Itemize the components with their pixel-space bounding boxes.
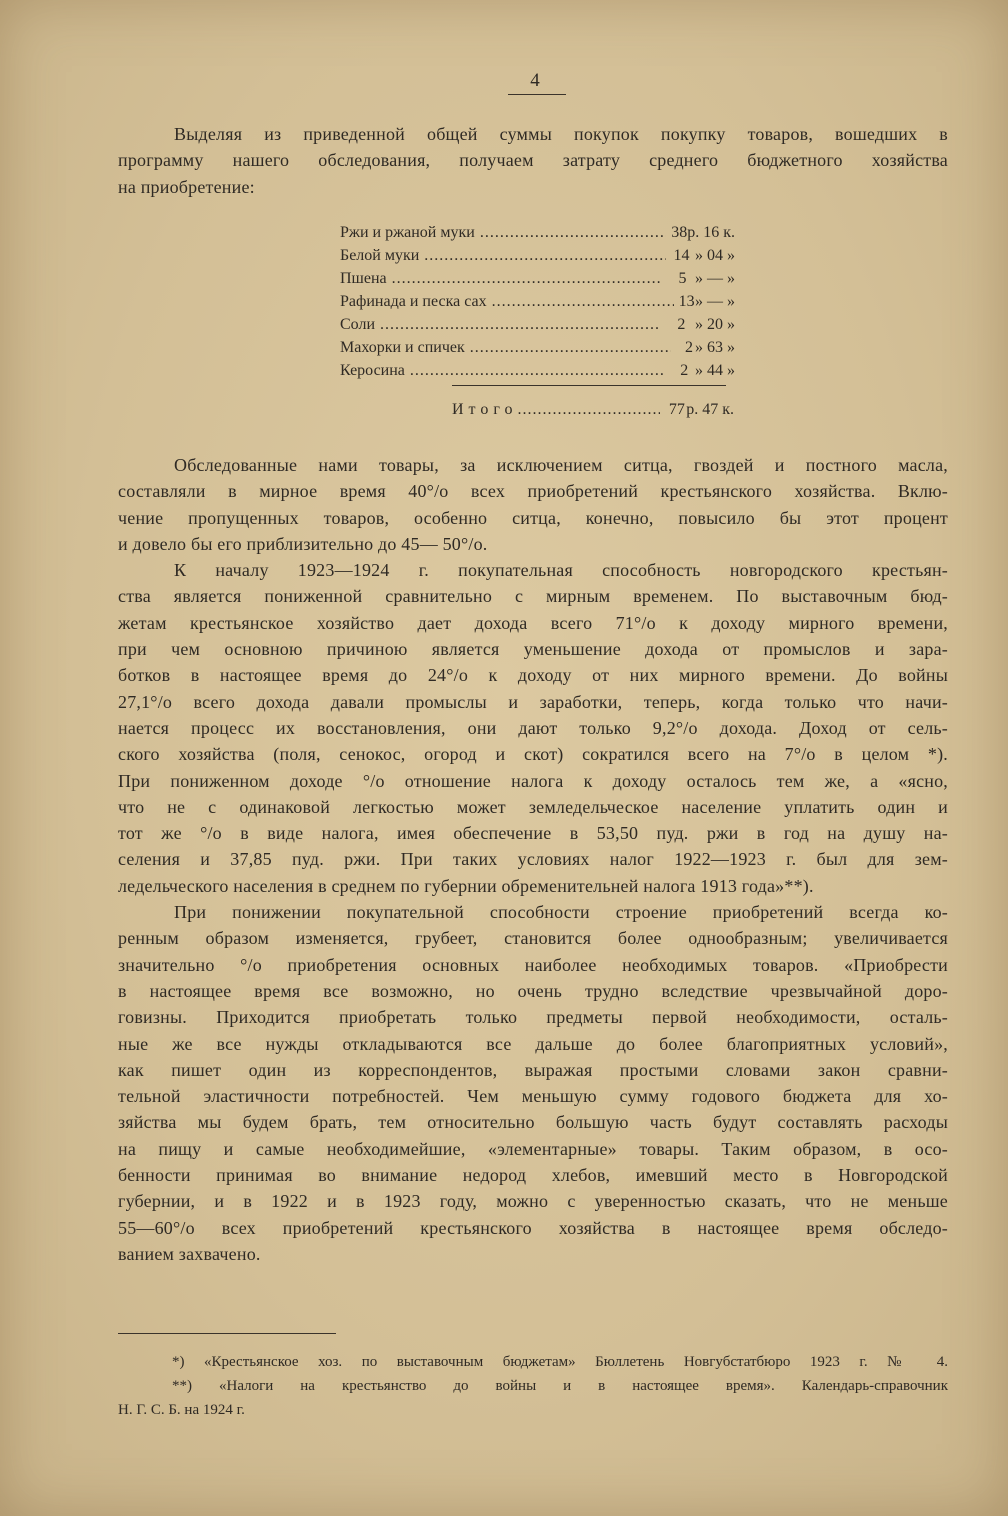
goods-total-row <box>452 398 734 421</box>
text-line: в настоящее время все возможно, но очень трудно вследствие чрезвычайной доро- <box>118 980 948 1001</box>
text-line: значительно °/о приобретения основных наиболее необходимых товаров. «Приобрести <box>118 954 948 975</box>
text-line: программу нашего обследования, получаем затрату среднего бюджетного хозяйства <box>118 150 948 171</box>
footnote-rule <box>118 1333 336 1334</box>
intro-paragraph <box>118 121 948 200</box>
text-line: при чем основною причиною является уменьшение дохода от промыслов и зара- <box>118 639 948 660</box>
goods-row <box>340 336 735 359</box>
text-line: на пищу и самые необходимейшие, «элементарные» товары. Таким образом, в осо- <box>118 1138 948 1159</box>
goods-name: Керосина ..... <box>340 359 665 382</box>
goods-rubles: 2 <box>685 339 694 356</box>
text-line: 27,1°/о всего дохода давали промыслы и заработки, теперь, когда только что начи- <box>118 691 948 712</box>
text-line: ства является пониженной сравнительно с мирным временем. По выставочным бюд- <box>118 586 948 607</box>
goods-rubles: 38 <box>671 224 688 241</box>
text-line: жетам крестьянское хозяйство дает дохода всего 71°/о к доходу мирного времени, <box>118 612 948 633</box>
goods-name: Пшена ..... <box>340 267 662 290</box>
goods-row <box>340 267 735 290</box>
text-line: составляли в мирное время 40°/о всех приобретений крестьянского хозяйства. Вклю- <box>118 481 948 502</box>
goods-rubles: 13 <box>678 293 695 310</box>
text-line: ского хозяйства (поля, сенокос, огород и скот) сократился всего на 7°/о в целом *). <box>118 744 948 765</box>
goods-name: Ржи и ржаной муки ..... <box>340 221 666 244</box>
body-text <box>118 452 948 1267</box>
goods-rubles: 14 <box>673 247 690 264</box>
total-rubles: 77 <box>668 401 685 418</box>
goods-total-rule <box>452 385 726 386</box>
goods-name: Рафинада и песка сах ..... <box>340 290 674 313</box>
footnote-line: Н. Г. С. Б. на 1924 г. <box>118 1402 245 1418</box>
footnote-line: **) «Налоги на крестьянство до войны и в настоящее время». Календарь-справочник <box>172 1378 948 1394</box>
text-line: зяйства мы будем брать, тем относительно большую часть будут составлять расходы <box>118 1112 948 1133</box>
text-line: губернии, и в 1922 и в 1923 году, можно с уверенностью сказать, что не меньше <box>118 1191 948 1212</box>
goods-kopecks: » — » <box>695 270 735 287</box>
text-line: Обследованные нами товары, за исключением ситца, гвоздей и постного масла, <box>174 455 948 475</box>
goods-row <box>340 244 735 267</box>
text-line: и довело бы его приблизительно до 45— 50°/о. <box>118 533 488 554</box>
goods-kopecks: » — » <box>695 293 735 310</box>
goods-list <box>340 221 735 382</box>
goods-row <box>340 313 735 336</box>
goods-rubles: 2 <box>677 316 686 333</box>
goods-kopecks: » 20 » <box>695 316 735 333</box>
text-line: что не с одинаковой легкостью может земледельческое население уплатить один и <box>118 796 948 817</box>
goods-row <box>340 221 735 244</box>
text-line: нается процесс их восстановления, они дают только 9,2°/о дохода. Доход от сель- <box>118 717 948 738</box>
goods-kopecks: р. 16 к. <box>687 224 735 241</box>
total-kopecks: р. 47 к. <box>686 401 734 418</box>
goods-name: Махорки и спичек ..... <box>340 336 671 359</box>
text-line: ные же все нужды откладываются все дальше до более благоприятных условий», <box>118 1033 948 1054</box>
text-line: Выделяя из приведенной общей суммы покупок покупку товаров, вошедших в <box>174 124 948 144</box>
text-line: ванием захвачено. <box>118 1243 261 1264</box>
goods-row <box>340 290 735 313</box>
goods-kopecks: » 63 » <box>695 339 735 356</box>
text-line: чение пропущенных товаров, особенно ситца, конечно, повысило бы этот процент <box>118 507 948 528</box>
text-line: ботков в настоящее время до 24°/о к доходу от них мирного времени. До войны <box>118 665 948 686</box>
text-line: бенности принимая во внимание недород хлебов, имевший место в Новгородской <box>118 1165 948 1186</box>
text-line: селения и 37,85 пуд. ржи. При таких условиях налог 1922—1923 г. был для зем- <box>118 849 948 870</box>
total-label: Итого <box>452 401 518 418</box>
goods-kopecks: » 44 » <box>695 362 735 379</box>
goods-name: Соли ..... <box>340 313 661 336</box>
total-leader-dots <box>518 398 661 421</box>
footnote-line: *) «Крестьянское хоз. по выставочным бюджетам» Бюллетень Новгубстатбюро 1923 г. № 4. <box>172 1354 948 1370</box>
goods-kopecks: » 04 » <box>695 247 735 264</box>
footnotes <box>118 1350 948 1422</box>
goods-rubles: 2 <box>680 362 689 379</box>
goods-name: Белой муки ..... <box>340 244 666 267</box>
text-line: говизны. Приходится приобретать только предметы первой необходимости, осталь- <box>118 1007 948 1028</box>
text-line: При понижении покупательной способности строение приобретений всегда ко- <box>174 902 948 923</box>
page-number-rule <box>508 94 566 95</box>
text-line: как пишет один из корреспондентов, выражая простыми словами закон сравни- <box>118 1059 948 1080</box>
goods-rubles: 5 <box>678 270 687 287</box>
text-line: При пониженном доходе °/о отношение налога к доходу осталось тем же, а «ясно, <box>118 770 948 791</box>
text-line: ренным образом изменяется, грубеет, становится более однообразным; увеличивается <box>118 928 948 949</box>
text-line: 55—60°/о всех приобретений крестьянского хозяйства в настоящее время обследо- <box>118 1217 948 1238</box>
text-line: тельной эластичности потребностей. Чем меньшую сумму годового бюджета для хо- <box>118 1086 948 1107</box>
text-line: ледельческого населения в среднем по губернии обременительней налога 1913 года»**). <box>118 875 814 896</box>
text-line: К началу 1923—1924 г. покупательная способность новгородского крестьян- <box>174 560 948 581</box>
text-line: на приобретение: <box>118 176 255 197</box>
page-number: 4 <box>530 70 540 91</box>
goods-row <box>340 359 735 382</box>
text-line: тот же °/о в виде налога, имея обеспечение в 53,50 пуд. ржи в год на душу на- <box>118 823 948 844</box>
